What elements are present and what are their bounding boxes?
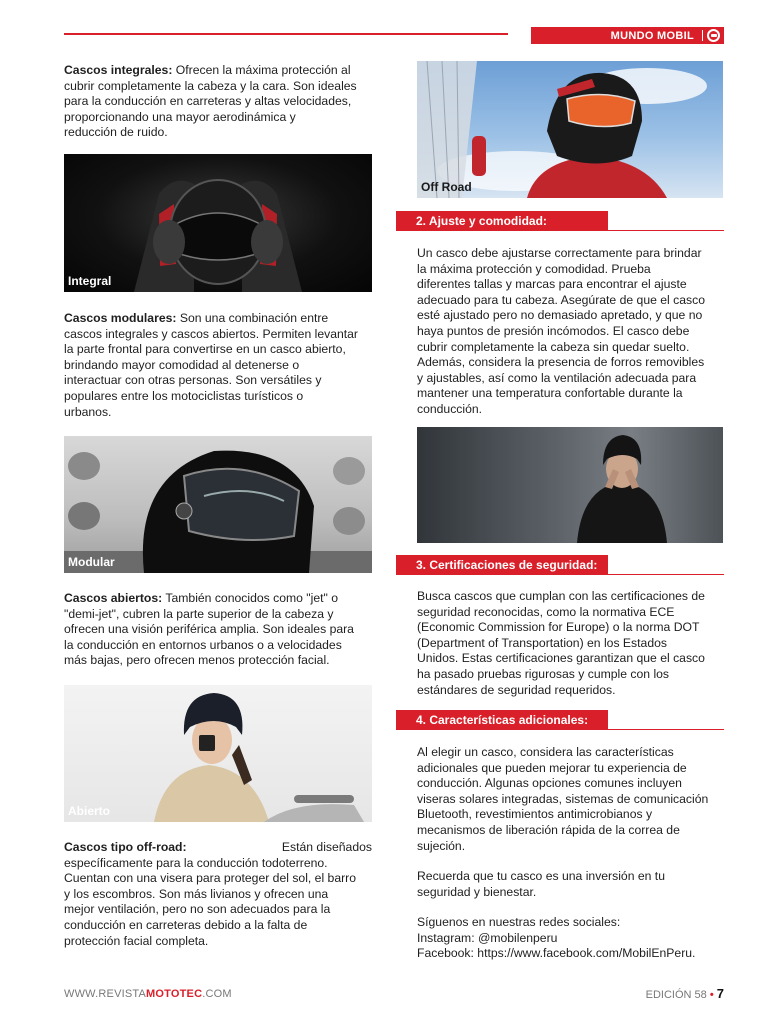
para-line: la parte frontal para convertirse en un casco abierto, bbox=[64, 342, 346, 357]
paragraph-title: Cascos modulares: bbox=[64, 311, 177, 325]
para-line: conducción. bbox=[417, 401, 483, 416]
paragraph-ajuste bbox=[417, 246, 723, 418]
para-line: proporcionando una mayor aerodinámica y bbox=[64, 109, 296, 124]
para-line: Síguenos en nuestras redes sociales: bbox=[417, 915, 621, 929]
para-line: la máxima protección y comodidad. Prueba bbox=[417, 261, 651, 276]
para-line: protección facial completa. bbox=[64, 933, 209, 948]
para-line: ofrecen una visión periférica amplia. Son ideales para bbox=[64, 622, 354, 637]
para-line: mecanismos de liberación rápida de la correa de bbox=[417, 822, 680, 837]
para-line: Bluetooth, revestimientos antimicrobianos y bbox=[417, 807, 653, 822]
photo-caption: Modular bbox=[68, 555, 115, 569]
paragraph-certificaciones bbox=[417, 589, 723, 698]
section-heading-ajuste: 2. Ajuste y comodidad: bbox=[396, 211, 608, 231]
para-line: cascos integrales y cascos abiertos. Permiten levantar bbox=[64, 326, 358, 341]
para-line: cubrir completamente la cabeza y la cara. Son ideales bbox=[64, 78, 357, 93]
photo-integral-helmet bbox=[64, 154, 372, 292]
paragraph-abiertos bbox=[64, 591, 372, 669]
footer-bullet: • bbox=[709, 989, 714, 1001]
photo-caption: Integral bbox=[68, 274, 112, 288]
para-line: sujeción. bbox=[417, 838, 466, 853]
para-line: diferentes tallas y marcas para encontrar el ajuste bbox=[417, 277, 687, 292]
para-line: interactuar con otras personas. Son versátiles y bbox=[64, 373, 322, 388]
para-line: conducción en carreteras debido a la falta de bbox=[64, 917, 308, 932]
para-line: seguridad y bienestar. bbox=[417, 884, 537, 899]
para-line: (Department of Transportation) en los Estados bbox=[417, 635, 667, 650]
para-line: brindando mayor comodidad al detenerse o bbox=[64, 357, 300, 372]
para-line: específicamente para la conducción todoterreno. bbox=[64, 855, 328, 870]
para-line: y ajustables, así como la ventilación adecuada para bbox=[417, 370, 697, 385]
para-line: Cascos tipo off-road: Están diseñados bbox=[64, 840, 372, 854]
paragraph-title: Cascos abiertos: bbox=[64, 591, 163, 605]
para-line: y los escombros. Son más livianos y ofrecen una bbox=[64, 886, 329, 901]
footer-url-suffix: .COM bbox=[202, 988, 232, 1000]
paragraph-integrales bbox=[64, 63, 372, 141]
para-line: cubrir completamente la cabeza sin quedar suelto. bbox=[417, 339, 690, 354]
facebook-line: Facebook: https://www.facebook.com/MobilEnPeru. bbox=[417, 946, 696, 961]
para-line: haya puntos de presión incómodos. El casco debe bbox=[417, 323, 690, 338]
photo-offroad-helmet bbox=[417, 61, 723, 198]
para-line: Unidos. Estas certificaciones garantizan que el casco bbox=[417, 651, 705, 666]
para-line: mantener una temperatura confortable durante la bbox=[417, 386, 683, 401]
brand-separator bbox=[702, 30, 703, 41]
para-line: Además, considera la presencia de forros removibles bbox=[417, 355, 705, 370]
edition-label: EDICIÓN 58 bbox=[645, 989, 707, 1001]
paragraph-closing bbox=[417, 869, 723, 900]
para-line: ha pasado pruebas rigurosas y cumple con los bbox=[417, 666, 670, 681]
paragraph-title: Cascos integrales: bbox=[64, 63, 173, 77]
para-line: Al elegir un casco, considera las características bbox=[417, 745, 674, 759]
section-brand-label: MUNDO MOBIL bbox=[610, 29, 694, 42]
para-line: la conducción en entornos urbanos o a velocidades bbox=[64, 637, 342, 652]
paragraph-modulares bbox=[64, 311, 372, 420]
para-line: seguridad reconocidas, como la normativa ECE bbox=[417, 604, 675, 619]
para-line: estándares de seguridad requeridos. bbox=[417, 682, 616, 697]
modular-helmet-illustration bbox=[64, 436, 372, 573]
footer-url-brand: MOTOTEC bbox=[146, 988, 203, 1000]
photo-modular-helmet bbox=[64, 436, 372, 573]
para-line: Cascos modulares: Son una combinación entre bbox=[64, 311, 329, 325]
para-line: "demi-jet", cubren la parte superior de la cabeza y bbox=[64, 606, 334, 621]
footer-url-prefix: WWW.REVISTA bbox=[64, 988, 147, 1000]
offroad-helmet-illustration bbox=[417, 61, 723, 198]
section-rule bbox=[396, 574, 724, 575]
fit-helmet-illustration bbox=[417, 427, 723, 543]
para-line: conducción. Algunas opciones comunes incluyen bbox=[417, 776, 682, 791]
para-line: Un casco debe ajustarse correctamente para brindar bbox=[417, 246, 702, 260]
photo-fit-helmet bbox=[417, 427, 723, 543]
photo-open-helmet bbox=[64, 685, 372, 822]
photo-caption: Abierto bbox=[68, 804, 110, 818]
para-line: Busca cascos que cumplan con las certificaciones de bbox=[417, 589, 705, 603]
integral-helmet-illustration bbox=[64, 154, 372, 292]
para-line: populares entre los motociclistas turísticos o bbox=[64, 388, 304, 403]
para-line: reducción de ruido. bbox=[64, 125, 168, 140]
para-line: urbanos. bbox=[64, 404, 112, 419]
section-brand-tab bbox=[531, 27, 724, 44]
section-rule bbox=[396, 729, 724, 730]
photo-caption: Off Road bbox=[421, 180, 472, 194]
section-heading-certificaciones: 3. Certificaciones de seguridad: bbox=[396, 555, 608, 575]
para-line: mejor ventilación, pero no son adecuados para la bbox=[64, 902, 331, 917]
footer-website bbox=[64, 988, 232, 1000]
paragraph-caracteristicas bbox=[417, 745, 723, 854]
para-line: para la conducción en carreteras y altas velocidades, bbox=[64, 94, 352, 109]
para-line: adicionales que pueden mejorar tu experiencia de bbox=[417, 760, 687, 775]
footer-edition bbox=[646, 986, 724, 1001]
para-line: esté ajustado pero no demasiado apretado, y que no bbox=[417, 308, 703, 323]
section-heading-caracteristicas: 4. Características adicionales: bbox=[396, 710, 608, 730]
para-line: Cascos abiertos: También conocidos como "jet" o bbox=[64, 591, 338, 605]
para-line: (Economic Commission for Europe) o la norma DOT bbox=[417, 620, 700, 635]
para-line: Cuentan con una visera para proteger del sol, el barro bbox=[64, 871, 357, 886]
para-line: más bajas, pero ofrecen menos protección facial. bbox=[64, 653, 330, 668]
para-line: viseras solares integradas, sistemas de comunicación bbox=[417, 791, 709, 806]
paragraph-title: Cascos tipo off-road: bbox=[64, 840, 187, 854]
section-rule bbox=[396, 230, 724, 231]
paragraph-social bbox=[417, 915, 727, 962]
helmet-logo-icon bbox=[707, 29, 720, 42]
para-line: Recuerda que tu casco es una inversión en tu bbox=[417, 869, 665, 883]
page-number: 7 bbox=[716, 986, 724, 1001]
para-line: adecuado para tu cabeza. Asegúrate de que el casco bbox=[417, 292, 705, 307]
para-line: Cascos integrales: Ofrecen la máxima protección al bbox=[64, 63, 351, 77]
open-helmet-illustration bbox=[64, 685, 372, 822]
paragraph-offroad bbox=[64, 840, 372, 949]
header-rule bbox=[64, 33, 508, 35]
instagram-line: Instagram: @mobilenperu bbox=[417, 930, 558, 945]
